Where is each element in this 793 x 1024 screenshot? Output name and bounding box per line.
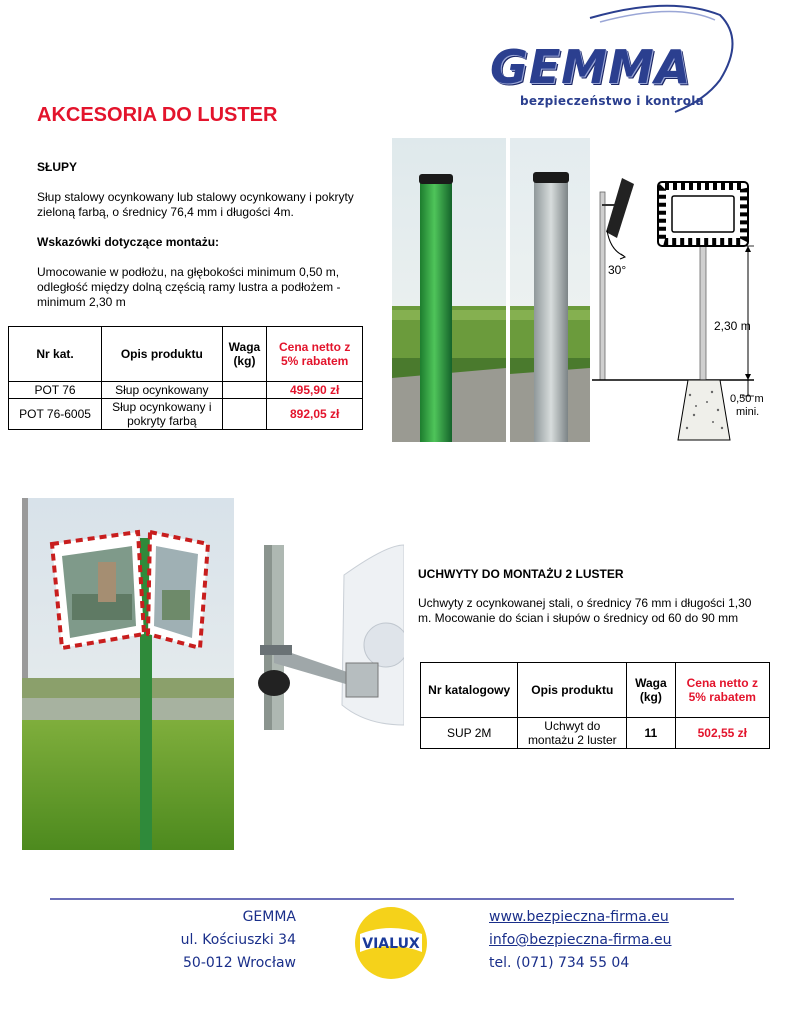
phone-number: tel. (071) 734 55 04 [489, 955, 630, 971]
cell-waga: 11 [627, 718, 675, 749]
depth-label-mini: mini. [736, 406, 760, 418]
cell-nr: POT 76-6005 [9, 399, 102, 430]
installation-diagram [592, 170, 782, 450]
logo-tagline: bezpieczeństwo i kontrola [520, 94, 705, 108]
vialux-logo [352, 904, 430, 982]
poles-table [8, 326, 363, 430]
table-row [9, 399, 363, 430]
header-cena: Cena netto z 5% rabatem [675, 663, 769, 718]
cell-waga [222, 399, 267, 430]
cell-opis: Uchwyt do montażu 2 luster [518, 718, 627, 749]
section-heading-slupy: SŁUPY [37, 160, 78, 174]
footer-divider [50, 898, 734, 900]
cell-cena: 495,90 zł [267, 382, 363, 399]
logo-text: GEMMA [490, 40, 692, 94]
table-row [421, 718, 770, 749]
section-description-slupy: Słup stalowy ocynkowany lub stalowy ocynkowany i pokryty zieloną farbą, o średnicy 76,4 mm i długości 4m. [37, 190, 354, 219]
brackets-table [420, 662, 770, 749]
cell-opis: Słup ocynkowany i pokryty farbą [102, 399, 222, 430]
cell-nr: SUP 2M [421, 718, 518, 749]
galvanized-pole-photo [510, 138, 590, 442]
green-pole-photo [392, 138, 506, 442]
email-link[interactable]: info@bezpieczna-firma.eu [489, 932, 672, 948]
height-label: 2,30 m [714, 319, 751, 333]
cell-waga [222, 382, 267, 399]
footer-company: GEMMA [242, 909, 296, 925]
header-cena: Cena netto z 5% rabatem [267, 327, 363, 382]
angle-label: 30° [608, 263, 627, 277]
double-mirror-photo [22, 498, 234, 850]
table-row [9, 382, 363, 399]
footer-contact [489, 906, 729, 975]
header-opis: Opis produktu [102, 327, 222, 382]
mount-instructions: Umocowanie w podłożu, na głębokości minimum 0,50 m, odległość między dolną częścią ramy lustra a podłożem - minimum 2,30 m [37, 265, 341, 309]
section-description-uchwyty: Uchwyty z ocynkowanej stali, o średnicy 76 mm i długości 1,30 m. Mocowanie do ścian i słupów o średnicy od 60 do 90 mm [418, 596, 752, 625]
vialux-logo-text: VIALUX [362, 936, 420, 952]
cell-nr: POT 76 [9, 382, 102, 399]
header-waga: Waga (kg) [222, 327, 267, 382]
website-link[interactable]: www.bezpieczna-firma.eu [489, 909, 669, 925]
footer-street: ul. Kościuszki 34 [180, 932, 296, 948]
cell-cena: 892,05 zł [267, 399, 363, 430]
gemma-logo [470, 0, 740, 120]
header-nr: Nr kat. [9, 327, 102, 382]
section-heading-uchwyty: UCHWYTY DO MONTAŻU 2 LUSTER [418, 567, 624, 581]
mount-heading: Wskazówki dotyczące montażu: [37, 235, 220, 249]
footer-city: 50-012 Wrocław [183, 955, 296, 971]
bracket-photo [246, 535, 404, 735]
cell-cena: 502,55 zł [675, 718, 769, 749]
header-nr: Nr katalogowy [421, 663, 518, 718]
header-waga: Waga (kg) [627, 663, 675, 718]
cell-opis: Słup ocynkowany [102, 382, 222, 399]
header-opis: Opis produktu [518, 663, 627, 718]
footer-address [120, 906, 296, 975]
depth-label: 0,50 m [730, 393, 764, 405]
page-title: AKCESORIA DO LUSTER [37, 104, 278, 126]
